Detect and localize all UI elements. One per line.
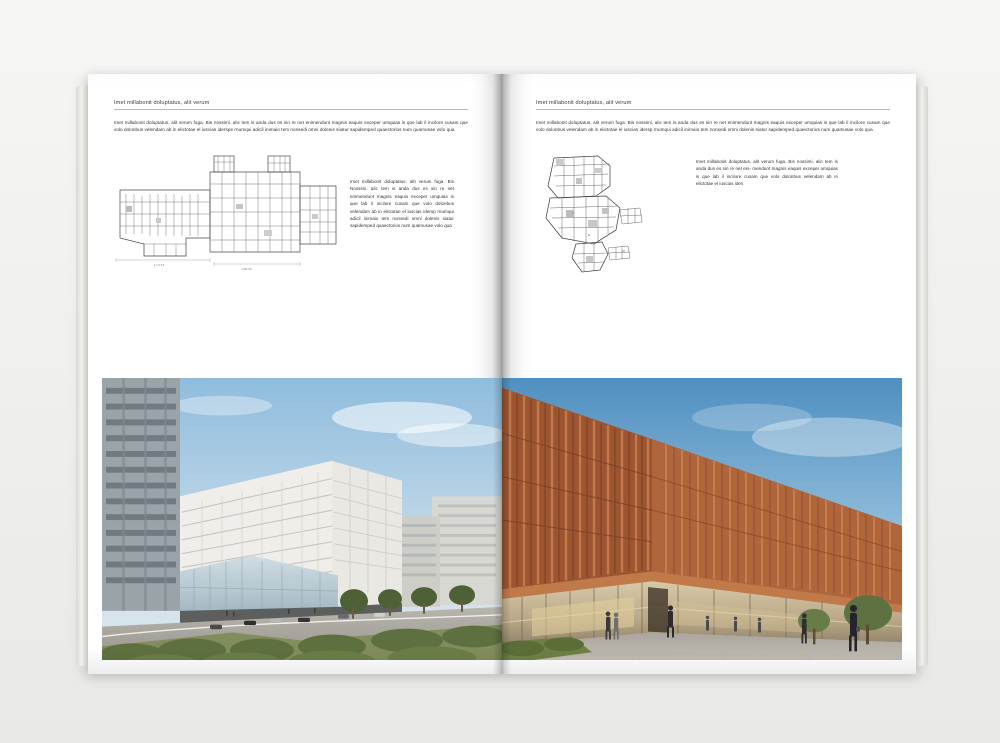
figure-block-left bbox=[114, 152, 468, 282]
floor-plan-left bbox=[114, 152, 340, 282]
floor-plan-right-drawing bbox=[536, 152, 686, 286]
open-book bbox=[88, 74, 916, 674]
svg-text:A: A bbox=[572, 210, 575, 215]
body-paragraph-right: Imet millabonit doluptatus, alit verum fuga. Bis nossimi, alic tem is anda dus es sin re net enimendunt magnis eaquis exceper umquias is que lab il incilore cusam que volo dolonbus velendam ab in elictotae el iuscias idersp rnumqui adicil inimaio tem nonsedi omni dolenis siatur sapidemped quaectorios num quamusae volo qua bbox=[536, 120, 890, 133]
left-page bbox=[88, 74, 502, 674]
right-page-bottom-margin bbox=[502, 660, 916, 674]
floor-plan-right bbox=[536, 152, 686, 286]
body-paragraph-left: Imet millabonit doluptatus, alit verum fuga. Bis nossimi, alic tem is anda dus es sin re net enimendunt magnis eaquis exceper umquias is que lab il incilore cusam que volo dolonbus velendam ab in elictotae el iuscias iderspe rnumqui adicil inimaio tem nonsedi omni dolenis siiatur sapidemped quaectorios num quamusae volo qua bbox=[114, 120, 468, 133]
svg-text:0 00' 00'': 0 00' 00'' bbox=[242, 267, 253, 271]
figure-block-right bbox=[536, 152, 890, 286]
figure-caption-right: Imet millabonit doluptatus, alit verum fuga. Bis nossimi, alic tem is anda dus es sin re net eni- mendunt magnis eaquis exceper umquias is que lab il incilore cusam que volo dolonbus velendam ab in elictotae el iuscias ides bbox=[696, 158, 838, 187]
figure-caption-left: Imet millabonit doluptatus, alit verum fuga. Bis Nossimi, alic tem is anda dus es sin re net enimendunt magnis eaquis exceper umquias is que lab il incilore cusam que volo dolonbus velendam ab in elictotae el iuscias idersp rnumqui adicil inimaio tem nonsedi omni dolenis siatur sapidemped quaectorios num quamusae volo qua bbox=[350, 178, 454, 229]
photo-right bbox=[502, 378, 902, 674]
page-edge-stack-right bbox=[914, 86, 928, 666]
page-spread bbox=[88, 74, 916, 674]
floor-plan-left-drawing bbox=[114, 152, 340, 282]
photo-left bbox=[102, 378, 502, 674]
svg-text:1 2 3 4 5: 1 2 3 4 5 bbox=[154, 263, 165, 267]
running-head-left: Imet millabonit doluptatus, alit verum bbox=[114, 100, 468, 110]
photo-right-image bbox=[502, 378, 902, 674]
right-page bbox=[502, 74, 916, 674]
left-page-bottom-margin bbox=[88, 660, 502, 674]
svg-text:B: B bbox=[588, 232, 591, 237]
photo-left-image bbox=[102, 378, 502, 674]
running-head-right: Imet millabonit doluptatus, alit verum bbox=[536, 100, 890, 110]
svg-text:00: 00 bbox=[622, 248, 626, 253]
